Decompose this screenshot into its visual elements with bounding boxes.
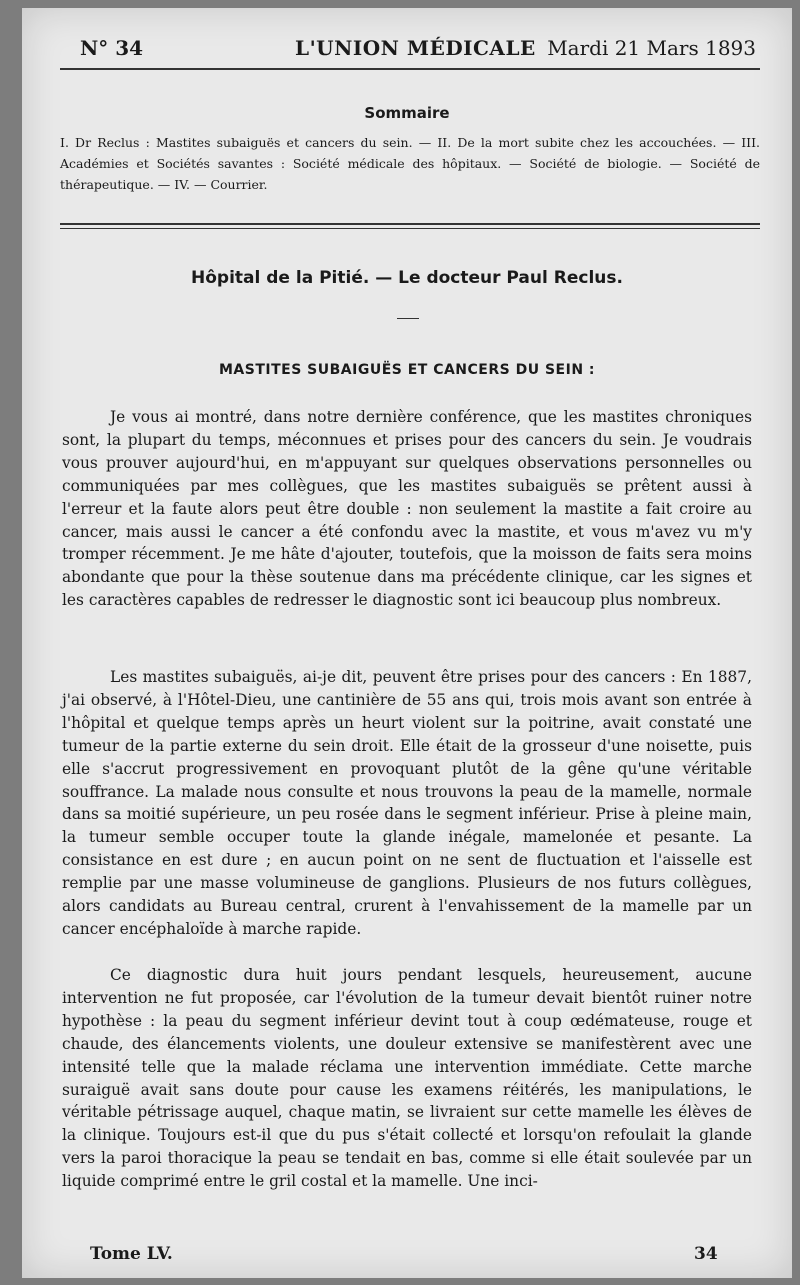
heading-divider (397, 318, 419, 319)
footer-tome: Tome LV. (90, 1244, 173, 1264)
issue-number: N° 34 (80, 36, 144, 60)
document-page (22, 8, 792, 1278)
paragraph-1: Je vous ai montré, dans notre dernière conférence, que les mastites chroniques sont, la plupart du temps, méconnues et prises pour des cancers du sein. Je voudrais vous prouver aujourd'hui, en m'appuyant sur quelques observations personnelles ou communiquées par mes collègues, que les mastites subaiguës se prêtent aussi à l'erreur et la faute alors peut être double : non seulement la mastite a fait croire au cancer, mais aussi le cancer a été confondu avec la mastite, et vous m'avez vu m'y tromper récemment. Je me hâte d'ajouter, toutefois, que la moisson de faits sera moins abondante que pour la thèse soutenue dans ma précédente clinique, car les signes et les caractères capables de redresser le diagnostic sont ici beaucoup plus nombreux. (62, 408, 752, 610)
hospital-heading: Hôpital de la Pitié. — Le docteur Paul Reclus. (191, 268, 623, 288)
footer-page-number: 34 (694, 1244, 718, 1264)
paragraph-2: Les mastites subaiguës, ai-je dit, peuvent être prises pour des cancers : En 1887, j'ai observé, à l'Hôtel-Dieu, une cantinière de 55 ans qui, trois mois avant son entrée à l'hôpital et quelque temps après un heurt violent sur la poitrine, avait constaté une tumeur de la partie externe du sein droit. Elle était de la grosseur d'une noisette, puis elle s'accrut progressivement en provoquant plutôt de la gêne qu'une véritable souffrance. La malade nous consulte et nous trouvons la peau de la mamelle, normale dans sa moitié supérieure, un peu rosée dans le segment inférieur. Prise à pleine main, la tumeur semble occuper toute la glande inégale, mamelonée et pesante. La consistance en est dure ; en aucun point on ne sent de fluctuation et l'aisselle est remplie par une masse volumineuse de ganglions. Plusieurs de nos futurs collègues, alors candidats au Bureau central, crurent à l'envahissement de la mamelle par un cancer encéphaloïde à marche rapide. (62, 668, 752, 938)
page-header (80, 30, 756, 64)
section-rule-thin (60, 228, 760, 229)
section-rule-thick (60, 223, 760, 225)
header-rule (60, 68, 760, 70)
sommaire-text: I. Dr Reclus : Mastites subaiguës et cancers du sein. — II. De la mort subite chez les accouchées. — III. Académies et Sociétés savantes : Société médicale des hôpitaux. — Société de biologie. — Société de thérapeutique. — IV. — Courrier. (60, 135, 760, 192)
issue-date: Mardi 21 Mars 1893 (547, 36, 756, 60)
journal-title: L'UNION MÉDICALE (295, 36, 536, 60)
article-title: MASTITES SUBAIGUËS ET CANCERS DU SEIN : (218, 362, 596, 378)
sommaire-title: Sommaire (364, 104, 450, 122)
paragraph-3: Ce diagnostic dura huit jours pendant lesquels, heureusement, aucune intervention ne fut proposée, car l'évolution de la tumeur devait bientôt ruiner notre hypothèse : la peau du segment inférieur devint tout à coup œdémateuse, rouge et chaude, des élancements violents, une douleur extensive se manifestèrent avec une intensité telle que la malade réclama une intervention immédiate. Cette marche suraiguë avait sans doute pour cause les examens réitérés, les manipulations, le véritable pétrissage auquel, chaque matin, se livraient sur cette mamelle les élèves de la clinique. Toujours est-il que du pus s'était collecté et lorsqu'on refoulait la glande vers la paroi thoracique la peau se tendait en bas, comme si elle était soulevée par un liquide comprimé entre le gril costal et la mamelle. Une inci- (62, 966, 752, 1191)
